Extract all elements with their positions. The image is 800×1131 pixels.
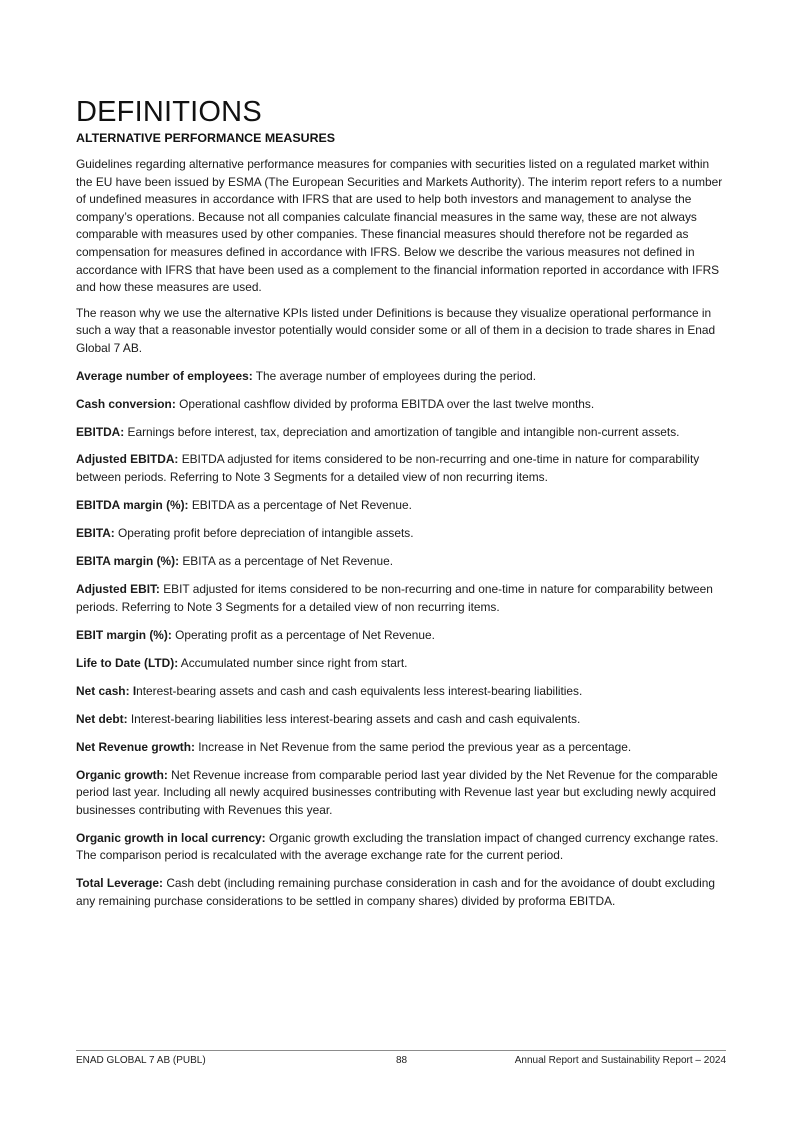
definition-item [76,655,726,673]
definition-item [76,830,726,865]
intro-paragraph-2: The reason why we use the alternative KPIs listed under Definitions is because they visualize operational performance in such a way that a reasonable investor potentially would consider some or all of them in a decision to trade shares in Enad Global 7 AB. [76,305,716,355]
definition-term: Organic growth in local currency: [76,830,266,845]
definition-text: Operating profit before depreciation of intangible assets. [114,526,414,541]
definition-text: The average number of employees during the period. [252,368,537,383]
definition-text: Organic growth excluding the translation impact of changed currency exchange rates. The comparison period is recalculated with the average exchange rate for the current period. [76,830,719,863]
intro-paragraph-1: Guidelines regarding alternative performance measures for companies with securities listed on a regulated market within the EU have been issued by ESMA (The European Securities and Markets Authority). The interim report refers to a number of undefined measures in accordance with IFRS that are used to help both investors and management to analyse the company’s operations. Because not all companies calculate financial measures in the same way, these are not always comparable with measures used by other companies. These financial measures should therefore not be regarded as compensation for measures defined in accordance with IFRS. Below we describe the various measures not defined in accordance with IFRS that have been used as a complement to the financial information reported in accordance with IFRS and how these measures are used. [76,157,723,295]
definition-term: EBITDA margin (%): [76,498,189,513]
definition-term: EBIT margin (%): [76,627,172,642]
definition-term: EBITA: [76,526,115,541]
definition-text: Accumulated number since right from start. [178,655,408,670]
definition-item [76,525,726,543]
definition-item [76,875,726,910]
definition-text: Earnings before interest, tax, depreciation and amortization of tangible and intangible non-current assets. [124,424,680,439]
definition-item [76,711,726,729]
definition-item [76,553,726,571]
definition-text: EBITA as a percentage of Net Revenue. [179,554,393,569]
definition-item [76,581,726,616]
definition-text: EBIT adjusted for items considered to be non-recurring and one-time in nature for comparability between periods. Referring to Note 3 Segments for a detailed view of non recurring items. [76,582,713,614]
footer-report-title: Annual Report and Sustainability Report – 2024 [514,1055,726,1066]
definition-item [76,627,726,645]
definition-text: Cash debt (including remaining purchase consideration in cash and for the avoidance of doubt excluding any remaining purchase considerations to be settled in company shares) divided by proforma EBITDA. [76,876,715,908]
definition-term: Adjusted EBITDA: [76,452,179,467]
definition-term: Adjusted EBIT: [76,582,160,597]
definition-term: Net cash: I [76,683,137,698]
footer-page-number: 88 [396,1055,408,1066]
footer-company: ENAD GLOBAL 7 AB (PUBL) [76,1055,206,1066]
definition-term: Average number of employees: [76,368,253,383]
definition-item [76,767,726,820]
definition-text: EBITDA adjusted for items considered to be non-recurring and one-time in nature for comparability between periods. Referring to Note 3 Segments for a detailed view of non recurring items. [76,452,700,485]
definition-term: Net debt: [76,711,128,726]
page-content [76,96,726,921]
definition-item [76,739,726,757]
definitions-list [76,368,726,911]
definition-term: EBITA margin (%): [76,554,180,569]
definition-term: Life to Date (LTD): [76,655,179,670]
definition-term: Total Leverage: [76,876,164,891]
page-title: DEFINITIONS [76,96,262,128]
definition-text: EBITDA as a percentage of Net Revenue. [188,498,412,513]
definition-text: nterest-bearing assets and cash and cash equivalents less interest-bearing liabilities. [136,683,583,698]
definition-text: Increase in Net Revenue from the same period the previous year as a percentage. [194,739,632,754]
definition-item [76,396,726,414]
definition-term: Net Revenue growth: [76,739,195,754]
definition-item [76,497,726,515]
definition-term: Cash conversion: [76,396,176,411]
footer-divider [76,1050,726,1051]
definition-item [76,451,726,486]
definition-term: EBITDA: [76,424,125,439]
definition-term: Organic growth: [76,767,168,782]
definition-text: Operating profit as a percentage of Net Revenue. [171,627,435,642]
section-subtitle: ALTERNATIVE PERFORMANCE MEASURES [76,131,336,145]
definition-text: Operational cashflow divided by proforma EBITDA over the last twelve months. [175,396,595,411]
definition-text: Interest-bearing liabilities less interest-bearing assets and cash and cash equivalents. [127,711,581,726]
definition-item [76,368,726,386]
definition-text: Net Revenue increase from comparable period last year divided by the Net Revenue for the comparable period last year. Including all newly acquired businesses contributing with Revenue last year but excluding newly acquired businesses contributing with Revenues this year. [76,767,718,817]
definition-item [76,424,726,442]
definition-item [76,683,726,701]
